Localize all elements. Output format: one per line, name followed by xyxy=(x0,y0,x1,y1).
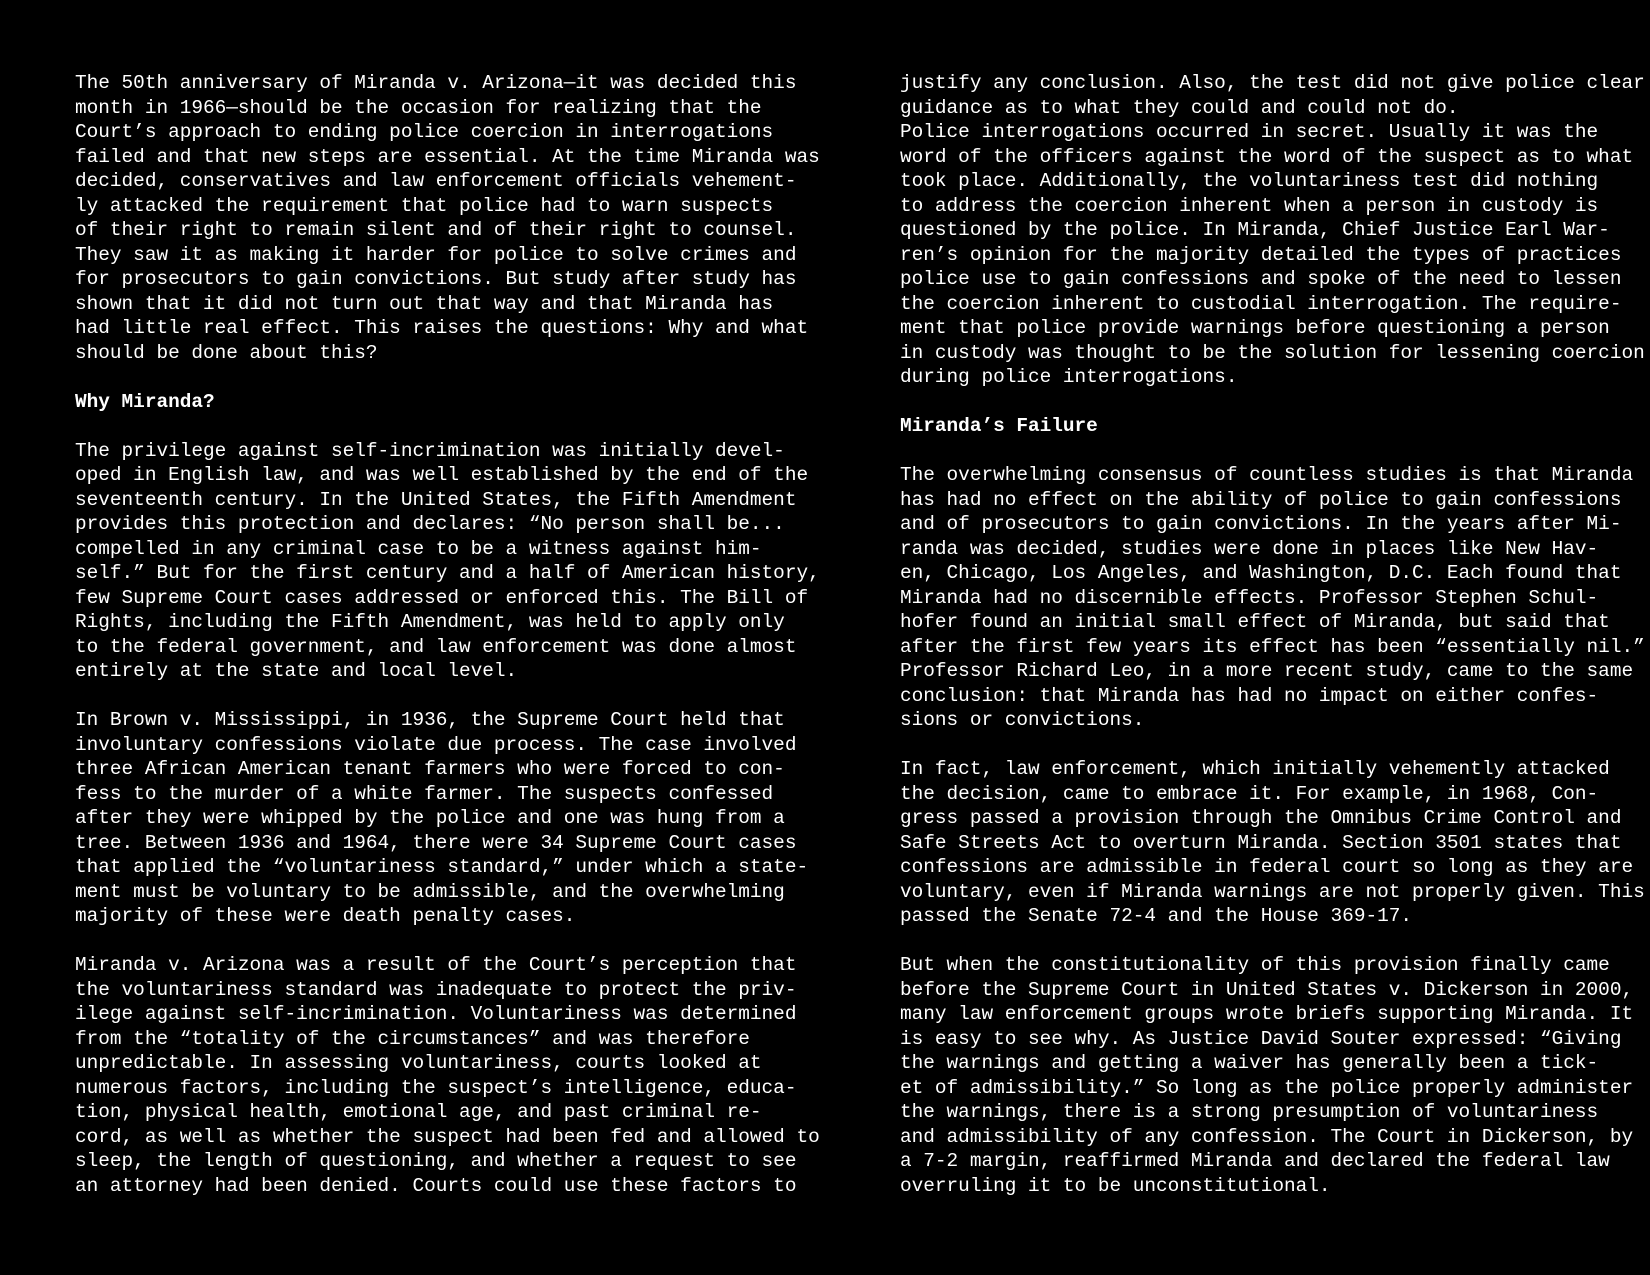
text-line: The privilege against self-incrimination was initially devel- xyxy=(75,439,785,462)
section-heading xyxy=(75,390,775,415)
text-line: conclusion: that Miranda has had no impact on either confes- xyxy=(900,684,1599,707)
text-line: entirely at the state and local level. xyxy=(75,660,518,682)
text-line: the decision, came to embrace it. For example, in 1968, Con- xyxy=(900,782,1599,805)
text-line: gress passed a provision through the Omnibus Crime Control and xyxy=(900,807,1622,829)
text-line: before the Supreme Court in United States v. Dickerson in 2000, xyxy=(900,978,1634,1001)
text-line: compelled in any criminal case to be a witness against him- xyxy=(75,537,762,560)
text-line: en, Chicago, Los Angeles, and Washington, D.C. Each found that xyxy=(900,562,1622,584)
text-line: many law enforcement groups wrote briefs supporting Miranda. It xyxy=(900,1003,1634,1025)
paragraph-spacer xyxy=(900,390,1600,415)
text-line: and of prosecutors to gain convictions. In the years after Mi- xyxy=(900,513,1622,535)
text-line: hofer found an initial small effect of Miranda, but said that xyxy=(900,611,1610,633)
paragraph-spacer xyxy=(75,414,775,439)
text-line: oped in English law, and was well established by the end of the xyxy=(75,464,809,486)
text-line: provides this protection and declares: “No person shall be... xyxy=(75,513,785,535)
text-line: ment that police provide warnings before questioning a person xyxy=(900,317,1610,339)
text-line: to address the coercion inherent when a person in custody is xyxy=(900,194,1599,217)
text-line: from the “totality of the circumstances” and was therefore xyxy=(75,1027,750,1050)
text-line: decided, conservatives and law enforcement officials vehement- xyxy=(75,170,797,192)
paragraph xyxy=(900,757,1645,929)
heading-text: Why Miranda? xyxy=(75,390,215,413)
text-line: self.” But for the first century and a half of American history, xyxy=(75,562,820,584)
text-line: passed the Senate 72-4 and the House 369-17. xyxy=(900,905,1412,927)
paragraph xyxy=(75,71,820,365)
text-line: The 50th anniversary of Miranda v. Arizona—it was decided this xyxy=(75,72,797,94)
heading-text: Miranda’s Failure xyxy=(900,415,1098,437)
text-line: confessions are admissible in federal court so long as they are xyxy=(900,856,1634,878)
text-line: during police interrogations. xyxy=(900,366,1238,388)
text-line: few Supreme Court cases addressed or enforced this. The Bill of xyxy=(75,586,809,609)
text-line: overruling it to be unconstitutional. xyxy=(900,1174,1331,1197)
text-line: police use to gain confessions and spoke of the need to lessen xyxy=(900,268,1622,290)
text-line: an attorney had been denied. Courts could use these factors to xyxy=(75,1174,797,1197)
text-line: tree. Between 1936 and 1964, there were 34 Supreme Court cases xyxy=(75,831,797,854)
text-line: after they were whipped by the police and one was hung from a xyxy=(75,807,785,829)
text-line: voluntary, even if Miranda warnings are not properly given. This xyxy=(900,880,1645,903)
text-line: numerous factors, including the suspect’s intelligence, educa- xyxy=(75,1076,797,1099)
paragraph xyxy=(75,439,820,684)
text-line: a 7-2 margin, reaffirmed Miranda and declared the federal law xyxy=(900,1150,1610,1172)
text-line: ilege against self-incrimination. Voluntariness was determined xyxy=(75,1003,797,1025)
text-line: cord, as well as whether the suspect had been fed and allowed to xyxy=(75,1125,820,1148)
text-line: questioned by the police. In Miranda, Chief Justice Earl War- xyxy=(900,219,1610,241)
text-line: involuntary confessions violate due process. The case involved xyxy=(75,733,797,756)
text-line: after the first few years its effect has been “essentially nil.” xyxy=(900,635,1645,658)
text-line: Professor Richard Leo, in a more recent study, came to the same xyxy=(900,660,1634,682)
text-line: fess to the murder of a white farmer. The suspects confessed xyxy=(75,782,774,805)
text-line: ment must be voluntary to be admissible, and the overwhelming xyxy=(75,880,785,903)
text-line: the coercion inherent to custodial interrogation. The require- xyxy=(900,292,1622,315)
text-line: has had no effect on the ability of police to gain confessions xyxy=(900,488,1622,511)
left-column xyxy=(75,71,820,1198)
paragraph xyxy=(900,463,1645,733)
paragraph-spacer xyxy=(900,733,1600,758)
text-line: The overwhelming consensus of countless studies is that Miranda xyxy=(900,464,1634,486)
text-line: shown that it did not turn out that way and that Miranda has xyxy=(75,292,774,315)
text-line: unpredictable. In assessing voluntariness, courts looked at xyxy=(75,1052,762,1074)
text-line: Court’s approach to ending police coercion in interrogations xyxy=(75,121,774,143)
text-line: that applied the “voluntariness standard,” under which a state- xyxy=(75,856,809,878)
text-line: Miranda v. Arizona was a result of the Court’s perception that xyxy=(75,954,797,976)
text-line: of their right to remain silent and of their right to counsel. xyxy=(75,219,797,241)
text-line: the voluntariness standard was inadequate to protect the priv- xyxy=(75,978,797,1001)
text-line: the warnings and getting a waiver has generally been a tick- xyxy=(900,1052,1599,1074)
text-line: tion, physical health, emotional age, and past criminal re- xyxy=(75,1101,762,1123)
text-line: They saw it as making it harder for police to solve crimes and xyxy=(75,243,797,266)
text-line: to the federal government, and law enforcement was done almost xyxy=(75,635,797,658)
text-line: Safe Streets Act to overturn Miranda. Section 3501 states that xyxy=(900,831,1622,854)
text-line: majority of these were death penalty cases. xyxy=(75,905,576,927)
text-line: sleep, the length of questioning, and whether a request to see xyxy=(75,1150,797,1172)
text-line: randa was decided, studies were done in places like New Hav- xyxy=(900,537,1599,560)
paragraph-spacer xyxy=(75,929,775,954)
paragraph-spacer xyxy=(75,365,775,390)
text-line: in custody was thought to be the solution for lessening coercion xyxy=(900,341,1645,364)
text-line: month in 1966—should be the occasion for realizing that the xyxy=(75,96,762,119)
text-line: should be done about this? xyxy=(75,341,378,364)
paragraph xyxy=(75,953,820,1198)
text-line: justify any conclusion. Also, the test did not give police clear xyxy=(900,72,1645,94)
paragraph-spacer xyxy=(900,439,1600,464)
text-line: failed and that new steps are essential. At the time Miranda was xyxy=(75,145,820,168)
text-line: seventeenth century. In the United States, the Fifth Amendment xyxy=(75,488,797,511)
text-line: guidance as to what they could and could not do. xyxy=(900,96,1459,119)
text-line: Police interrogations occurred in secret. Usually it was the xyxy=(900,121,1599,143)
text-line: had little real effect. This raises the questions: Why and what xyxy=(75,317,809,339)
text-line: ren’s opinion for the majority detailed the types of practices xyxy=(900,243,1622,266)
paragraph xyxy=(900,953,1634,1198)
text-line: the warnings, there is a strong presumption of voluntariness xyxy=(900,1101,1599,1123)
text-line: But when the constitutionality of this provision finally came xyxy=(900,954,1610,976)
paragraph-spacer xyxy=(75,684,775,709)
paragraph xyxy=(75,708,809,929)
text-line: ly attacked the requirement that police had to warn suspects xyxy=(75,194,774,217)
text-line: and admissibility of any confession. The Court in Dickerson, by xyxy=(900,1125,1634,1148)
text-line: is easy to see why. As Justice David Souter expressed: “Giving xyxy=(900,1027,1622,1050)
text-line: In fact, law enforcement, which initially vehemently attacked xyxy=(900,758,1610,780)
text-line: sions or convictions. xyxy=(900,709,1145,731)
right-column xyxy=(900,71,1645,1198)
text-line: word of the officers against the word of the suspect as to what xyxy=(900,145,1634,168)
text-line: for prosecutors to gain convictions. But study after study has xyxy=(75,268,797,290)
paragraph xyxy=(900,71,1645,390)
text-line: took place. Additionally, the voluntariness test did nothing xyxy=(900,170,1599,192)
text-line: In Brown v. Mississippi, in 1936, the Supreme Court held that xyxy=(75,709,785,731)
text-line: three African American tenant farmers who were forced to con- xyxy=(75,758,785,780)
text-line: Rights, including the Fifth Amendment, was held to apply only xyxy=(75,611,785,633)
paragraph-spacer xyxy=(900,929,1600,954)
text-line: Miranda had no discernible effects. Professor Stephen Schul- xyxy=(900,586,1599,609)
text-line: et of admissibility.” So long as the police properly administer xyxy=(900,1076,1634,1099)
section-heading xyxy=(900,414,1600,439)
